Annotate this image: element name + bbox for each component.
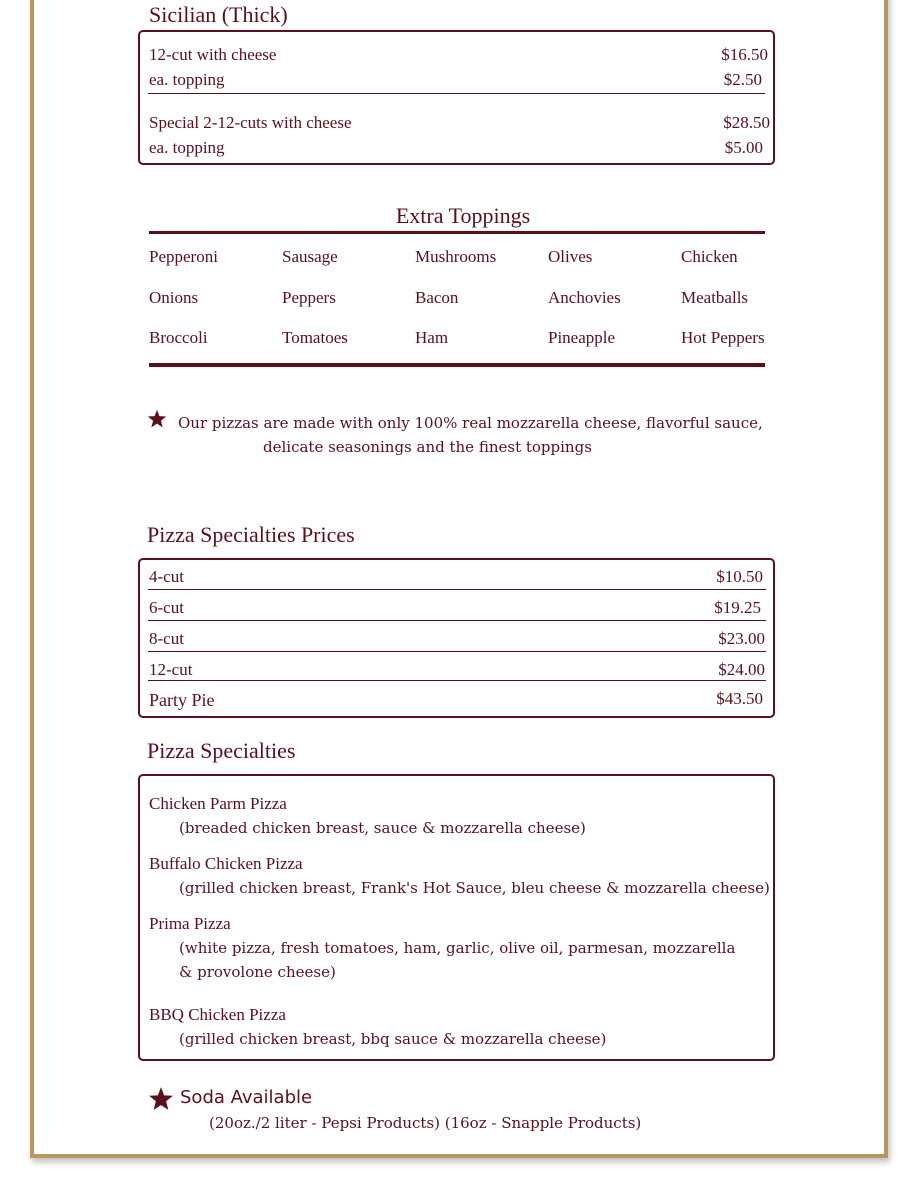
topping-item: Bacon	[415, 288, 459, 307]
soda-desc: (20oz./2 liter - Pepsi Products) (16oz - Snapple Products)	[209, 1114, 642, 1132]
star-icon	[147, 409, 167, 429]
soda-title: Soda Available	[180, 1087, 313, 1108]
topping-item: Meatballs	[681, 288, 749, 307]
sicilian-price: $28.50	[723, 113, 770, 132]
sicilian-item: ea. topping	[149, 138, 225, 157]
specialties-title: Pizza Specialties	[147, 738, 296, 763]
topping-item: Onions	[149, 288, 199, 307]
divider	[148, 680, 766, 681]
topping-item: Anchovies	[548, 288, 621, 307]
price-label: 8-cut	[149, 629, 184, 648]
specialty-name: Prima Pizza	[149, 914, 231, 933]
price-value: $43.50	[716, 689, 763, 708]
toppings-top-rule	[149, 231, 765, 234]
divider	[148, 93, 765, 94]
topping-item: Pepperoni	[149, 247, 218, 266]
sicilian-item: ea. topping	[149, 70, 225, 89]
sicilian-price: $2.50	[723, 70, 762, 89]
topping-item: Mushrooms	[415, 247, 497, 266]
specialty-name: Buffalo Chicken Pizza	[149, 854, 303, 873]
specialty-desc: (grilled chicken breast, bbq sauce & mozzarella cheese)	[179, 1030, 607, 1048]
topping-item: Hot Peppers	[681, 328, 765, 347]
specialty-desc: (white pizza, fresh tomatoes, ham, garlic, olive oil, parmesan, mozzarella & provolone cheese)	[179, 939, 736, 981]
topping-item: Peppers	[282, 288, 336, 307]
topping-item: Sausage	[282, 247, 338, 266]
topping-item: Ham	[415, 328, 449, 347]
price-label: Party Pie	[149, 690, 215, 710]
price-label: 12-cut	[149, 660, 193, 679]
star-icon	[148, 1086, 174, 1112]
topping-item: Pineapple	[548, 328, 616, 347]
topping-item: Chicken	[681, 247, 738, 266]
price-value: $10.50	[716, 567, 763, 586]
sicilian-price: $16.50	[721, 45, 768, 64]
note-line-2: delicate seasonings and the finest toppings	[263, 438, 592, 456]
topping-item: Broccoli	[149, 328, 208, 347]
toppings-title: Extra Toppings	[395, 203, 531, 228]
divider	[148, 620, 766, 621]
toppings-bottom-rule	[149, 363, 765, 367]
topping-item: Tomatoes	[282, 328, 348, 347]
price-value: $24.00	[718, 660, 765, 679]
sicilian-item: Special 2-12-cuts with cheese	[149, 113, 352, 132]
price-label: 4-cut	[149, 567, 184, 586]
specialty-prices-title: Pizza Specialties Prices	[147, 522, 355, 547]
note-line-1: Our pizzas are made with only 100% real mozzarella cheese, flavorful sauce,	[178, 414, 763, 432]
specialty-desc: (grilled chicken breast, Frank's Hot Sauce, bleu cheese & mozzarella cheese)	[179, 879, 770, 897]
divider	[148, 589, 766, 590]
specialty-name: BBQ Chicken Pizza	[149, 1005, 286, 1024]
specialty-name: Chicken Parm Pizza	[149, 794, 287, 813]
price-label: 6-cut	[149, 598, 184, 617]
sicilian-price: $5.00	[724, 138, 763, 157]
sicilian-title: Sicilian (Thick)	[149, 2, 288, 27]
price-value: $19.25	[714, 598, 761, 617]
divider	[148, 651, 766, 652]
specialty-desc: (breaded chicken breast, sauce & mozzarella cheese)	[179, 819, 586, 837]
price-value: $23.00	[718, 629, 765, 648]
topping-item: Olives	[548, 247, 593, 266]
sicilian-item: 12-cut with cheese	[149, 45, 277, 64]
